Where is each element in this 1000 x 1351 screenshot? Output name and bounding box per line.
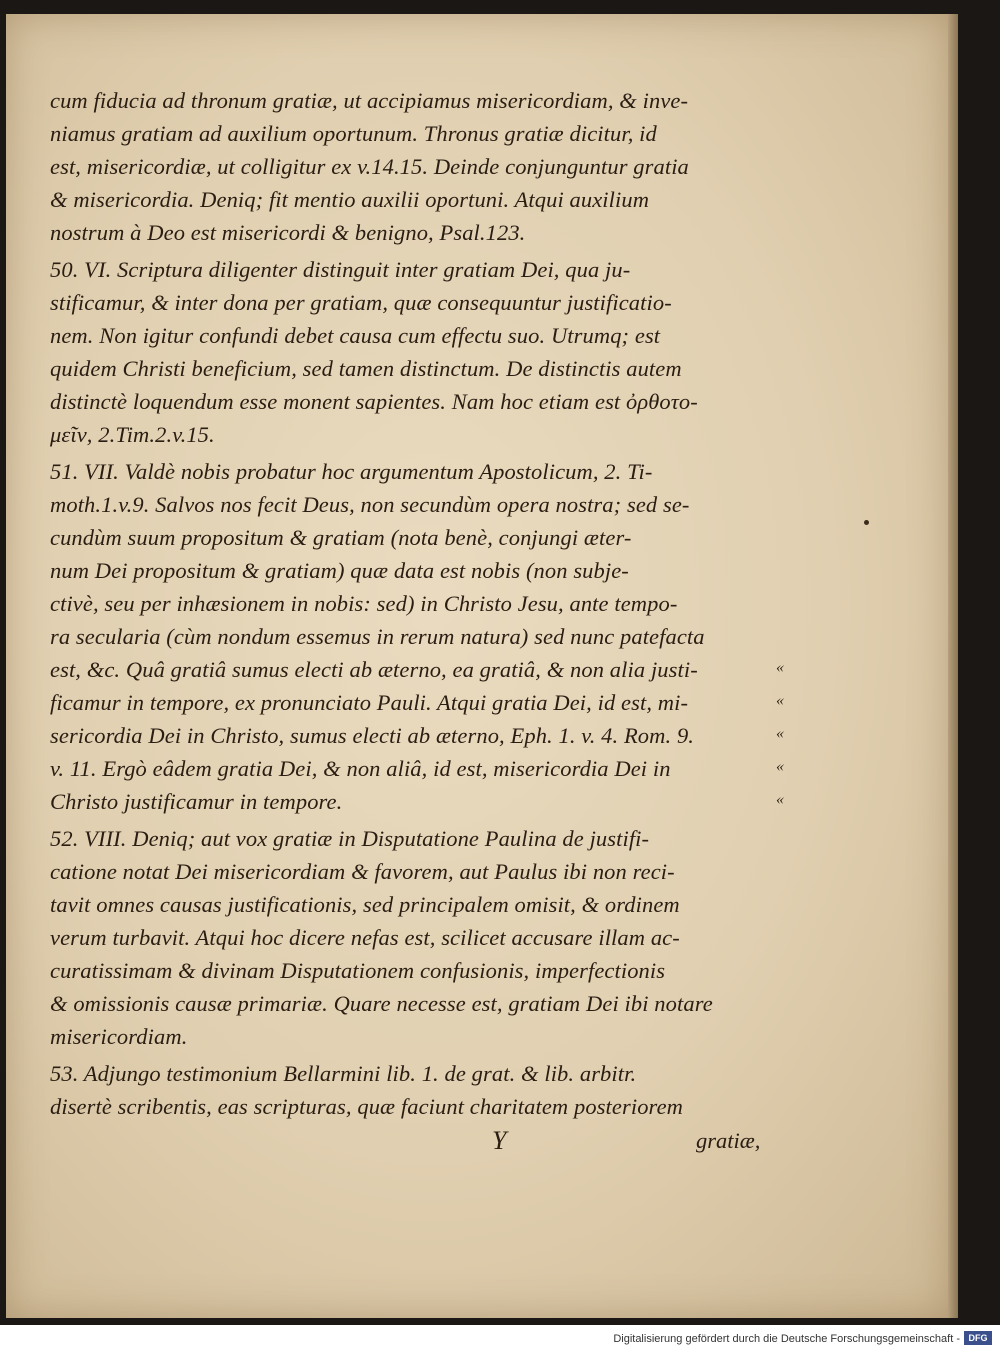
text-line: curatissimam & divinam Disputationem confusionis, imperfectionis: [50, 958, 666, 983]
quote-mark: «: [776, 725, 784, 742]
text-line: num Dei propositum & gratiam) quæ data est nobis (non subje-: [50, 558, 629, 583]
text-line: quidem Christi beneficium, sed tamen distinctum. De distinctis autem: [50, 356, 682, 381]
footer-credit: Digitalisierung gefördert durch die Deutsche Forschungsgemeinschaft -: [613, 1333, 960, 1345]
quote-mark: «: [776, 791, 784, 808]
text-line: ra secularia (cùm nondum essemus in rerum natura) sed nunc patefacta: [50, 624, 705, 649]
text-line: sericordia Dei in Christo, sumus electi ab æterno, Eph. 1. v. 4. Rom. 9.: [50, 723, 695, 748]
text-line: stificamur, & inter dona per gratiam, quæ consequuntur justificatio-: [50, 290, 672, 315]
page-text: [50, 84, 790, 1123]
text-line: v. 11. Ergò eâdem gratia Dei, & non aliâ, id est, misericordia Dei in: [50, 756, 671, 781]
text-line: 52. VIII. Deniq; aut vox gratiæ in Disputatione Paulina de justifi-: [50, 826, 650, 851]
text-line: 53. Adjungo testimonium Bellarmini lib. 1. de grat. & lib. arbitr.: [50, 1061, 637, 1086]
dfg-logo: DFG: [964, 1331, 992, 1345]
book-page: [6, 14, 950, 1318]
text-line: nostrum à Deo est misericordi & benigno, Psal.123.: [50, 220, 526, 245]
text-line: & omissionis causæ primariæ. Quare necesse est, gratiam Dei ibi notare: [50, 991, 713, 1016]
text-line: niamus gratiam ad auxilium oportunum. Thronus gratiæ dicitur, id: [50, 121, 657, 146]
footer-bar: [0, 1325, 1000, 1351]
text-line: 51. VII. Valdè nobis probatur hoc argumentum Apostolicum, 2. Ti-: [50, 459, 653, 484]
text-line: tavit omnes causas justificationis, sed principalem omisit, & ordinem: [50, 892, 680, 917]
quote-mark: «: [776, 758, 784, 775]
quote-mark: «: [776, 659, 784, 676]
text-line: 50. VI. Scriptura diligenter distinguit inter gratiam Dei, qua ju-: [50, 257, 631, 282]
ink-speck: [864, 520, 869, 525]
text-line: est, misericordiæ, ut colligitur ex v.14.15. Deinde conjunguntur gratia: [50, 154, 689, 179]
text-line: distinctè loquendum esse monent sapientes. Nam hoc etiam est ὀρθοτο-: [50, 389, 698, 414]
text-line: Christo justificamur in tempore.: [50, 789, 343, 814]
text-line: ficamur in tempore, ex pronunciato Pauli. Atqui gratia Dei, id est, mi-: [50, 690, 689, 715]
text-line: nem. Non igitur confundi debet causa cum effectu suo. Utrumq; est: [50, 323, 661, 348]
text-line: misericordiam.: [50, 1024, 188, 1049]
text-line: moth.1.v.9. Salvos nos fecit Deus, non secundùm opera nostra; sed se-: [50, 492, 690, 517]
text-line: & misericordia. Deniq; fit mentio auxilii oportuni. Atqui auxilium: [50, 187, 650, 212]
quote-mark: «: [776, 692, 784, 709]
signature-mark: Y: [492, 1126, 507, 1155]
text-line: ctivè, seu per inhæsionem in nobis: sed) in Christo Jesu, ante tempo-: [50, 591, 678, 616]
text-line: μεῖν, 2.Tim.2.v.15.: [50, 422, 215, 447]
text-line: cum fiducia ad thronum gratiæ, ut accipiamus misericordiam, & inve-: [50, 88, 689, 113]
catchword: gratiæ,: [696, 1128, 761, 1153]
text-line: disertè scribentis, eas scripturas, quæ faciunt charitatem posteriorem: [50, 1094, 684, 1119]
text-line: catione notat Dei misericordiam & favorem, aut Paulus ibi non reci-: [50, 859, 675, 884]
text-line: verum turbavit. Atqui hoc dicere nefas est, scilicet accusare illam ac-: [50, 925, 680, 950]
page-edge: [948, 14, 958, 1318]
text-line: est, &c. Quâ gratiâ sumus electi ab æterno, ea gratiâ, & non alia justi-: [50, 657, 698, 682]
text-line: cundùm suum propositum & gratiam (nota benè, conjungi æter-: [50, 525, 632, 550]
